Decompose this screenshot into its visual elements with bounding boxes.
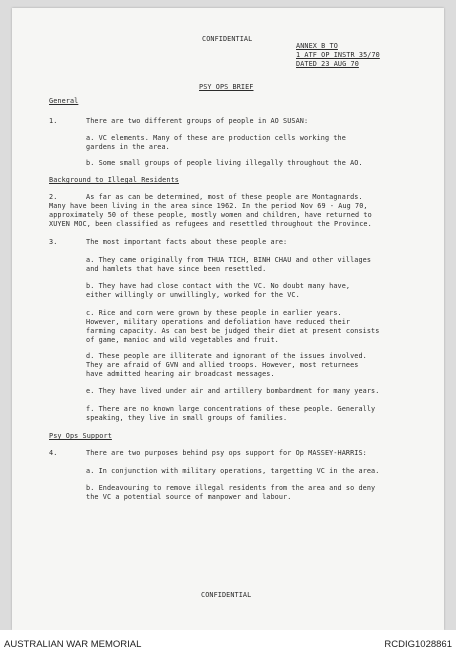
- fact-item-text: However, military operations and defoliation have reduced their: [86, 318, 351, 326]
- annex-line-2: 1 ATF OP INSTR 35/70: [296, 51, 380, 59]
- para-number: 2.: [49, 193, 58, 201]
- sub-item-text: a. VC elements. Many of these are production cells working the: [86, 134, 346, 142]
- fact-item-text: a. They came originally from THUA TICH, BINH CHAU and other villages: [86, 256, 372, 264]
- fact-item-text: b. They have had close contact with the VC. No doubt many have,: [86, 282, 351, 290]
- document-title: PSY OPS BRIEF: [199, 83, 254, 91]
- header-classification: CONFIDENTIAL: [202, 35, 253, 43]
- paragraph-text: Many have been living in the area since 1962. In the period Nov 69 - Aug 70,: [49, 202, 368, 210]
- archive-footer-bar: [0, 630, 456, 654]
- archive-reference: RCDIG1028861: [384, 639, 452, 650]
- footer-classification: CONFIDENTIAL: [201, 591, 252, 599]
- fact-item-text: and hamlets that have since been resettled.: [86, 265, 267, 273]
- fact-item-text: They are afraid of GVN and allied troops. However, most returnees: [86, 361, 359, 369]
- fact-item-text: e. They have lived under air and artillery bombardment for many years.: [86, 387, 380, 395]
- fact-item-text: have admitted hearing air broadcast messages.: [86, 370, 275, 378]
- fact-item-text: speaking, they live in small groups of families.: [86, 414, 288, 422]
- fact-item-text: d. These people are illiterate and ignorant of the issues involved.: [86, 352, 367, 360]
- section-heading-general: General: [49, 97, 79, 105]
- paragraph-text: There are two different groups of people in AO SUSAN:: [86, 117, 309, 125]
- paragraph-text: There are two purposes behind psy ops support for Op MASSEY-HARRIS:: [86, 449, 367, 457]
- fact-item-text: f. There are no known large concentrations of these people. Generally: [86, 405, 376, 413]
- paragraph-text: The most important facts about these people are:: [86, 238, 288, 246]
- fact-item-text: either willingly or unwillingly, worked for the VC.: [86, 291, 300, 299]
- section-heading-background: Background to Illegal Residents: [49, 176, 179, 184]
- fact-item-text: of game, manioc and wild vegetables and fruit.: [86, 336, 279, 344]
- annex-line-3: DATED 23 AUG 70: [296, 60, 359, 68]
- para-number: 3.: [49, 238, 58, 246]
- fact-item-text: farming capacity. As can best be judged their diet at present consists: [86, 327, 380, 335]
- sub-item-text: b. Some small groups of people living illegally throughout the AO.: [86, 159, 363, 167]
- para-number: 4.: [49, 449, 58, 457]
- sub-item-text: b. Endeavouring to remove illegal residents from the area and so deny: [86, 484, 376, 492]
- sub-item-text: a. In conjunction with military operations, targetting VC in the area.: [86, 467, 380, 475]
- document-page: [12, 8, 444, 630]
- section-heading-support: Psy Ops Support: [49, 432, 112, 440]
- paragraph-text: XUYEN MOC, been classified as refugees and resettled throughout the Province.: [49, 220, 372, 228]
- fact-item-text: c. Rice and corn were grown by these people in earlier years.: [86, 309, 342, 317]
- archive-institution: AUSTRALIAN WAR MEMORIAL: [4, 639, 142, 650]
- para-number: 1.: [49, 117, 58, 125]
- paragraph-text: approximately 50 of these people, mostly women and children, have returned to: [49, 211, 372, 219]
- paragraph-text: As far as can be determined, most of these people are Montagnards.: [86, 193, 363, 201]
- sub-item-text: gardens in the area.: [86, 143, 170, 151]
- annex-line-1: ANNEX B TO: [296, 42, 338, 50]
- sub-item-text: the VC a potential source of manpower and labour.: [86, 493, 292, 501]
